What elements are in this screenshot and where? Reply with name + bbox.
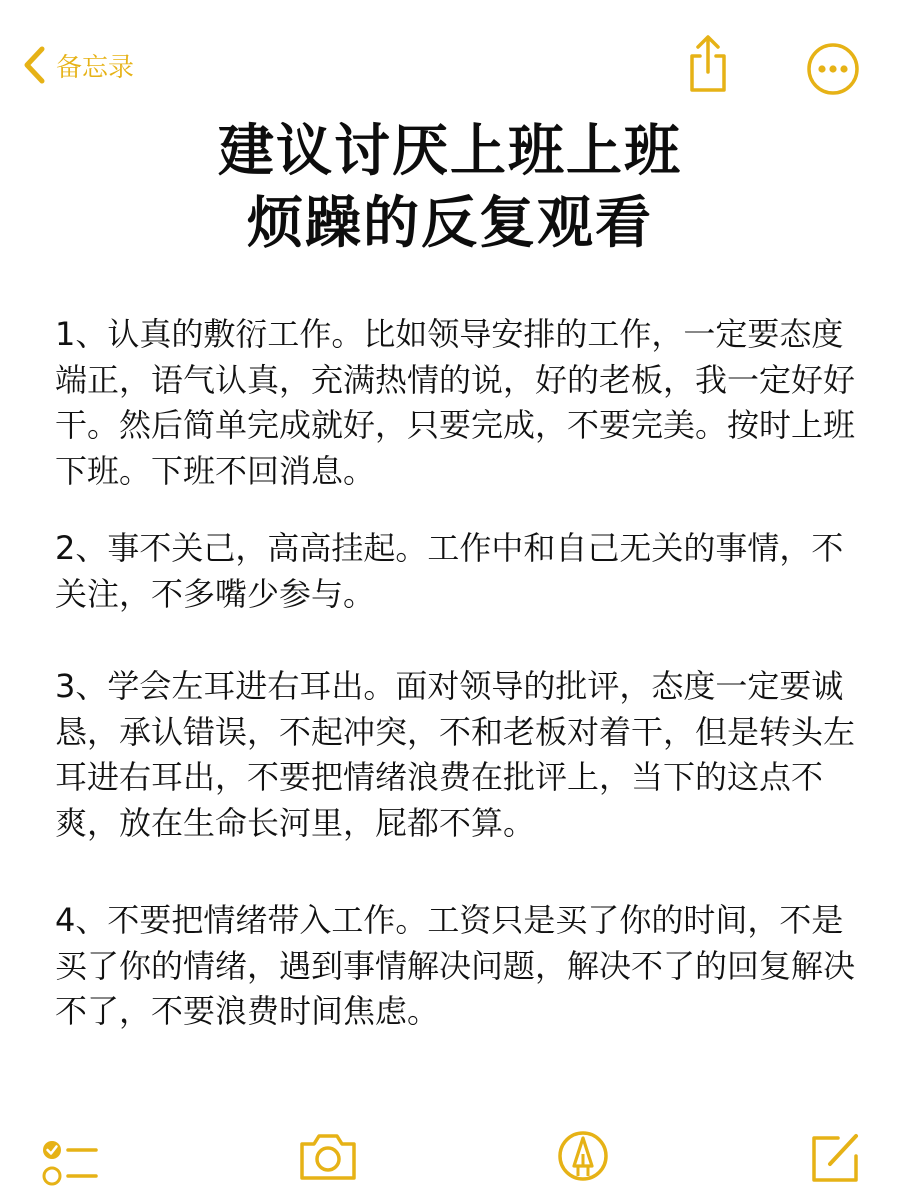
compose-icon	[808, 1126, 862, 1186]
title-line-1: 建议讨厌上班上班	[218, 119, 682, 184]
bottom-toolbar	[0, 1120, 900, 1200]
note-title	[0, 116, 900, 260]
compose-button[interactable]	[808, 1126, 862, 1186]
title-line-2: 烦躁的反复观看	[247, 191, 653, 256]
more-options-button[interactable]	[806, 42, 860, 96]
note-paragraph-4: 4、不要把情绪带入工作。工资只是买了你的时间，不是买了你的情绪，遇到事情解决问题，解决不了的回复解决不了，不要浪费时间焦虑。	[55, 901, 856, 1030]
camera-icon	[296, 1128, 360, 1184]
checklist-icon	[40, 1130, 100, 1190]
more-options-icon	[806, 42, 860, 96]
markup-button[interactable]	[556, 1126, 610, 1186]
back-button[interactable]	[20, 40, 134, 90]
back-label: 备忘录	[56, 52, 135, 83]
share-button[interactable]	[684, 34, 732, 94]
camera-button[interactable]	[296, 1128, 360, 1184]
note-paragraph-3: 3、学会左耳进右耳出。面对领导的批评，态度一定要诚恳，承认错误，不起冲突，不和老板对着干，但是转头左耳进右耳出，不要把情绪浪费在批评上，当下的这点不爽，放在生命长河里，屁都不算。	[55, 667, 856, 842]
markup-pen-icon	[556, 1126, 610, 1186]
chevron-left-icon	[20, 43, 50, 87]
note-paragraph-1: 1、认真的敷衍工作。比如领导安排的工作，一定要态度端正，语气认真，充满热情的说，好的老板，我一定好好干。然后简单完成就好，只要完成，不要完美。按时上班下班。下班不回消息。	[55, 315, 856, 490]
share-icon	[684, 34, 732, 94]
note-paragraph-2: 2、事不关己，高高挂起。工作中和自己无关的事情，不关注，不多嘴少参与。	[55, 529, 844, 613]
checklist-button[interactable]	[40, 1130, 100, 1190]
navigation-bar	[0, 0, 900, 130]
